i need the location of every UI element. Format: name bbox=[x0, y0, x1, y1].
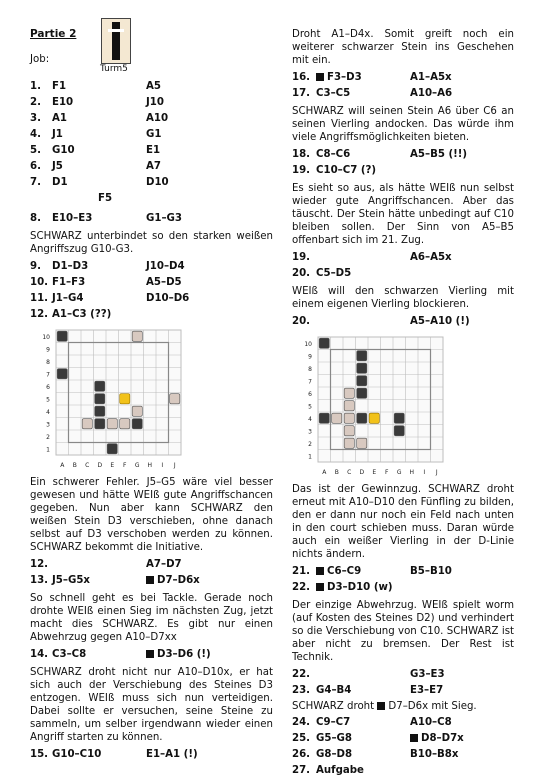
opening-moves bbox=[30, 80, 273, 192]
black-stone bbox=[319, 338, 329, 348]
move-12-black: 12. A7–D7 bbox=[30, 559, 182, 570]
rank-label: 8 bbox=[46, 358, 50, 366]
file-label: B bbox=[72, 462, 77, 469]
black-square-icon bbox=[146, 650, 154, 658]
rank-label: 10 bbox=[304, 340, 312, 348]
rank-label: 2 bbox=[46, 433, 50, 441]
move-13: 13. J5–G5x D7–D6x bbox=[30, 575, 200, 586]
file-label: G bbox=[134, 462, 140, 469]
file-label: D bbox=[359, 469, 365, 476]
rank-label: 5 bbox=[46, 396, 50, 404]
file-label: J bbox=[173, 462, 176, 469]
file-label: J bbox=[435, 469, 438, 476]
move-22-black: 22. G3–E3 bbox=[292, 669, 445, 680]
gold-stone bbox=[120, 394, 130, 404]
file-label: H bbox=[409, 469, 415, 476]
rank-label: 1 bbox=[308, 453, 312, 461]
rank-label: 4 bbox=[46, 408, 50, 416]
file-label: E bbox=[372, 469, 377, 476]
white-stone bbox=[344, 438, 354, 448]
move-20-black: 20. A5–A10 (!) bbox=[292, 316, 470, 327]
rank-label: 1 bbox=[46, 446, 50, 454]
rank-label: 6 bbox=[308, 390, 312, 398]
black-square-icon bbox=[316, 583, 324, 591]
rank-label: 4 bbox=[308, 415, 312, 423]
comment-15: Droht A1–D4x. Somit greift noch ein weiterer schwarzer Stein ins Geschehen mit ein. bbox=[292, 29, 514, 66]
file-label: F bbox=[385, 469, 389, 476]
move-23: 23. G4–B4 E3–E7 bbox=[292, 685, 444, 696]
board-2-svg bbox=[296, 331, 466, 481]
opening-move-row: 2. E10 J10 bbox=[30, 97, 164, 108]
black-stone bbox=[95, 406, 105, 416]
black-stone bbox=[95, 419, 105, 429]
board-1-svg bbox=[34, 324, 204, 474]
black-square-icon bbox=[146, 576, 154, 584]
comment-20: WEIß will den schwarzen Vierling mit einem eigenen Vierling blockieren. bbox=[292, 286, 514, 310]
rank-label: 10 bbox=[42, 333, 50, 341]
file-label: C bbox=[347, 469, 352, 476]
black-stone bbox=[357, 413, 367, 423]
comment-14: SCHWARZ droht nicht nur A10–D10x, er hat sich auch der Verschiebung des Steines D3 entzogen. WEIß muss sich nun verteidigen. Dabei sollte er versuchen, seine Steine zu sammeln, um selber irgendwann wieder einen Angriff starten zu können. bbox=[30, 667, 273, 743]
move-20: 20. C5–D5 bbox=[292, 268, 352, 279]
white-stone bbox=[120, 419, 130, 429]
opening-move-row: 1. F1 A5 bbox=[30, 81, 161, 92]
rank-label: 6 bbox=[46, 383, 50, 391]
white-stone bbox=[344, 388, 354, 398]
move-25: 25. G5–G8 D8–D7x bbox=[292, 733, 464, 744]
comment-20b: Das ist der Gewinnzug. SCHWARZ droht erneut mit A10–D10 den Fünfling zu bilden, den er dann nur noch ein Feld nach unten in den court schieben muss. Daran würde auch ein weißer Vierling in der D-Linie nichts ändern. bbox=[292, 484, 514, 560]
move-22: 22. D3–D10 (w) bbox=[292, 582, 393, 593]
move-17: 17. C3–C5 A10–A6 bbox=[292, 88, 453, 99]
black-square-icon bbox=[377, 702, 385, 710]
black-stone bbox=[57, 331, 67, 341]
rank-label: 2 bbox=[308, 440, 312, 448]
file-label: G bbox=[396, 469, 402, 476]
rank-label: 7 bbox=[308, 378, 312, 386]
move-8: 8. E10–E3 G1–G3 bbox=[30, 213, 182, 224]
black-stone bbox=[319, 413, 329, 423]
rank-label: 3 bbox=[46, 421, 50, 429]
move-12: 12. A1–C3 (??) bbox=[30, 309, 112, 320]
file-label: B bbox=[334, 469, 339, 476]
black-stone bbox=[357, 388, 367, 398]
comment-17: SCHWARZ will seinen Stein A6 über C6 an seinen Vierling andocken. Das würde ihm viele Angriffsmöglichkeiten bieten. bbox=[292, 106, 514, 143]
opening-move-row: 7. D1 D10 bbox=[30, 177, 169, 188]
move-9: 9. D1–D3 J10–D4 bbox=[30, 261, 185, 272]
left-column bbox=[30, 22, 273, 764]
white-stone bbox=[344, 401, 354, 411]
black-stone bbox=[57, 369, 67, 379]
white-stone bbox=[170, 394, 180, 404]
comment-12: Ein schwerer Fehler. J5–G5 wäre viel besser gewesen und hätte WEIß gute Angriffschancen gegeben. Nun aber kann SCHWARZ den weißen Stein D3 verschieben, ohne danach selbst auf D3 verschoben werden zu können. SCHWARZ bekommt die Initiative. bbox=[30, 477, 273, 553]
opening-move-row: 4. J1 G1 bbox=[30, 129, 162, 140]
opening-move-row: 3. A1 A10 bbox=[30, 113, 169, 124]
rank-label: 9 bbox=[308, 353, 312, 361]
move-10: 10. F1–F3 A5–D5 bbox=[30, 277, 182, 288]
job-label: Job: bbox=[30, 54, 50, 65]
file-label: D bbox=[97, 462, 103, 469]
move-27: 27. Aufgabe bbox=[292, 765, 364, 776]
file-label: E bbox=[110, 462, 115, 469]
move-14: 14. C3–C8 D3–D6 (!) bbox=[30, 649, 211, 660]
black-stone bbox=[95, 381, 105, 391]
black-square-icon bbox=[316, 567, 324, 575]
white-stone bbox=[132, 406, 142, 416]
black-square-icon bbox=[410, 734, 418, 742]
comment-19: Es sieht so aus, als hätte WEIß nun selbst wieder gute Angriffschancen. Aber das täuscht. Der Stein hätte unbedingt auf C10 bleiben sollen. Der Sinn von A5–B5 offenbart sich im 21. Zug. bbox=[292, 183, 514, 246]
black-stone bbox=[394, 413, 404, 423]
white-stone bbox=[107, 419, 117, 429]
white-stone bbox=[344, 413, 354, 423]
black-stone bbox=[357, 363, 367, 373]
gold-stone bbox=[369, 413, 379, 423]
rank-label: 8 bbox=[308, 365, 312, 373]
board-diagram-1 bbox=[34, 324, 273, 474]
move-21: 21. C6–C9 B5–B10 bbox=[292, 566, 452, 577]
page-title: Partie 2 bbox=[30, 28, 77, 40]
rank-label: 5 bbox=[308, 403, 312, 411]
black-stone bbox=[357, 376, 367, 386]
move-19-black: 19. A6–A5x bbox=[292, 252, 452, 263]
comment-22: Der einzige Abwehrzug. WEIß spielt worm (auf Kosten des Steines D2) und verhindert so die Verschiebung von C10. SCHWARZ ist aber nicht zu bremsen. Der Rest ist Technik. bbox=[292, 600, 514, 663]
black-stone bbox=[394, 426, 404, 436]
move-24: 24. C9–C7 A10–C8 bbox=[292, 717, 452, 728]
opening-move-row: 5. G10 E1 bbox=[30, 145, 161, 156]
file-label: A bbox=[322, 469, 327, 476]
black-stone bbox=[107, 444, 117, 454]
move-15: 15. G10–C10 E1–A1 (!) bbox=[30, 749, 198, 760]
right-column bbox=[292, 22, 514, 780]
white-stone bbox=[357, 438, 367, 448]
opening-move-row: 6. J5 A7 bbox=[30, 161, 161, 172]
board-diagram-2 bbox=[296, 331, 514, 481]
black-square-icon bbox=[316, 73, 324, 81]
white-stone bbox=[344, 426, 354, 436]
file-label: F bbox=[123, 462, 127, 469]
comment-8: SCHWARZ unterbindet so den starken weißen Angriffszug G10-G3. bbox=[30, 231, 273, 255]
white-stone bbox=[332, 413, 342, 423]
move-16: 16. F3–D3 A1–A5x bbox=[292, 72, 452, 83]
white-stone bbox=[132, 331, 142, 341]
file-label: A bbox=[60, 462, 65, 469]
move-19: 19. C10–C7 (?) bbox=[292, 165, 377, 176]
black-stone bbox=[95, 394, 105, 404]
move-18: 18. C8–C6 A5–B5 (!!) bbox=[292, 149, 468, 160]
file-label: C bbox=[85, 462, 90, 469]
file-label: I bbox=[423, 469, 426, 476]
logo-caption: Turm5 bbox=[100, 64, 128, 74]
comment-23: SCHWARZ droht D7–D6x mit Sieg. bbox=[292, 701, 477, 712]
file-label: I bbox=[161, 462, 164, 469]
move-26: 26. G8–D8 B10–B8x bbox=[292, 749, 459, 760]
rank-label: 7 bbox=[46, 371, 50, 379]
black-stone bbox=[132, 419, 142, 429]
rank-label: 3 bbox=[308, 428, 312, 436]
comment-13: So schnell geht es bei Tackle. Gerade noch drohte WEIß einen Sieg im nächsten Zug, jetzt macht dies SCHWARZ. Es gibt nur einen Abwehrzug gegen A10–D7xx bbox=[30, 593, 273, 643]
file-label: H bbox=[147, 462, 153, 469]
white-stone bbox=[82, 419, 92, 429]
rank-label: 9 bbox=[46, 346, 50, 354]
move-11: 11. J1–G4 D10–D6 bbox=[30, 293, 190, 304]
black-stone bbox=[357, 351, 367, 361]
move-f5: F5 bbox=[98, 193, 113, 204]
